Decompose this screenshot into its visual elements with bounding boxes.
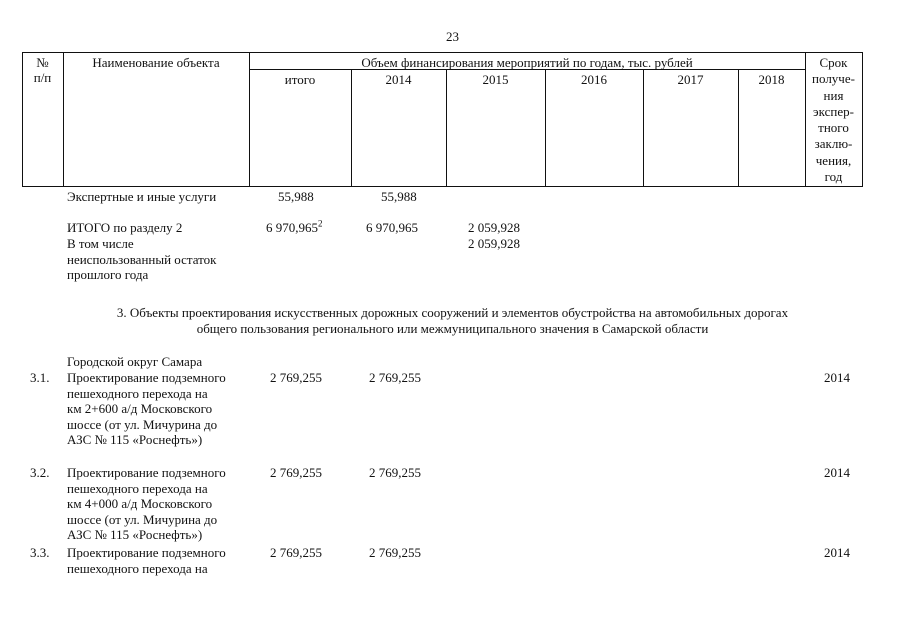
footnote-mark: 2: [318, 218, 323, 229]
header-total: итого: [284, 72, 316, 87]
row-term: 2014: [824, 545, 850, 560]
header-year-2015: 2015: [482, 72, 509, 87]
row-name: Проектирование подземного пешеходного перехода на км 2+600 а/д Московского шоссе (от ул. Мичурина до АЗС № 115 «Роснефть»): [67, 370, 226, 447]
itogo-total: 6 970,965$^2$: [266, 218, 323, 235]
header-year-2016: 2016: [581, 72, 607, 87]
row-num: 3.1.: [30, 370, 50, 385]
header-year-2017: 2017: [677, 72, 704, 87]
header-year-2014: 2014: [385, 72, 412, 87]
itogo-2015: 2 059,928: [468, 220, 520, 235]
row-name: Проектирование подземного пешеходного перехода на км 4+000 а/д Московского шоссе (от ул. Мичурина до АЗС № 115 «Роснефть»): [67, 465, 226, 542]
header-term: Срок получе- ния экспер- тного заклю- чения, год: [812, 55, 855, 185]
expert-name: Экспертные и иные услуги: [67, 189, 217, 204]
row-2014: 2 769,255: [369, 465, 421, 480]
page-number: 23: [446, 29, 459, 44]
row-total: 2 769,255: [270, 370, 322, 385]
row-2014: 2 769,255: [369, 545, 421, 560]
itogo-2014: 6 970,965: [366, 220, 418, 235]
expert-2014: 55,988: [381, 189, 417, 204]
itogo-name: ИТОГО по разделу 2: [67, 220, 183, 235]
row-num: 3.3.: [30, 545, 50, 560]
expert-total: 55,988: [278, 189, 314, 204]
section3-group: Городской округ Самара: [67, 354, 203, 369]
incl-2015: 2 059,928: [468, 236, 520, 251]
row-total: 2 769,255: [270, 545, 322, 560]
section3-title: 3. Объекты проектирования искусственных дорожных сооружений и элементов обустройства на автомобильных дорогах общего пользования регионального или межмуниципального значения в Самарской области: [116, 305, 789, 336]
row-num: 3.2.: [30, 465, 50, 480]
row-2014: 2 769,255: [369, 370, 421, 385]
row-total: 2 769,255: [270, 465, 322, 480]
row-term: 2014: [824, 370, 850, 385]
incl-name: В том числе неиспользованный остаток прошлого года: [67, 236, 217, 282]
row-term: 2014: [824, 465, 850, 480]
header-name: Наименование объекта: [92, 55, 220, 70]
header-volume: Объем финансирования мероприятий по годам, тыс. рублей: [361, 55, 693, 70]
header-num: № п/п: [33, 55, 52, 85]
header-year-2018: 2018: [758, 72, 785, 87]
row-name: Проектирование подземного пешеходного перехода на: [67, 545, 226, 576]
